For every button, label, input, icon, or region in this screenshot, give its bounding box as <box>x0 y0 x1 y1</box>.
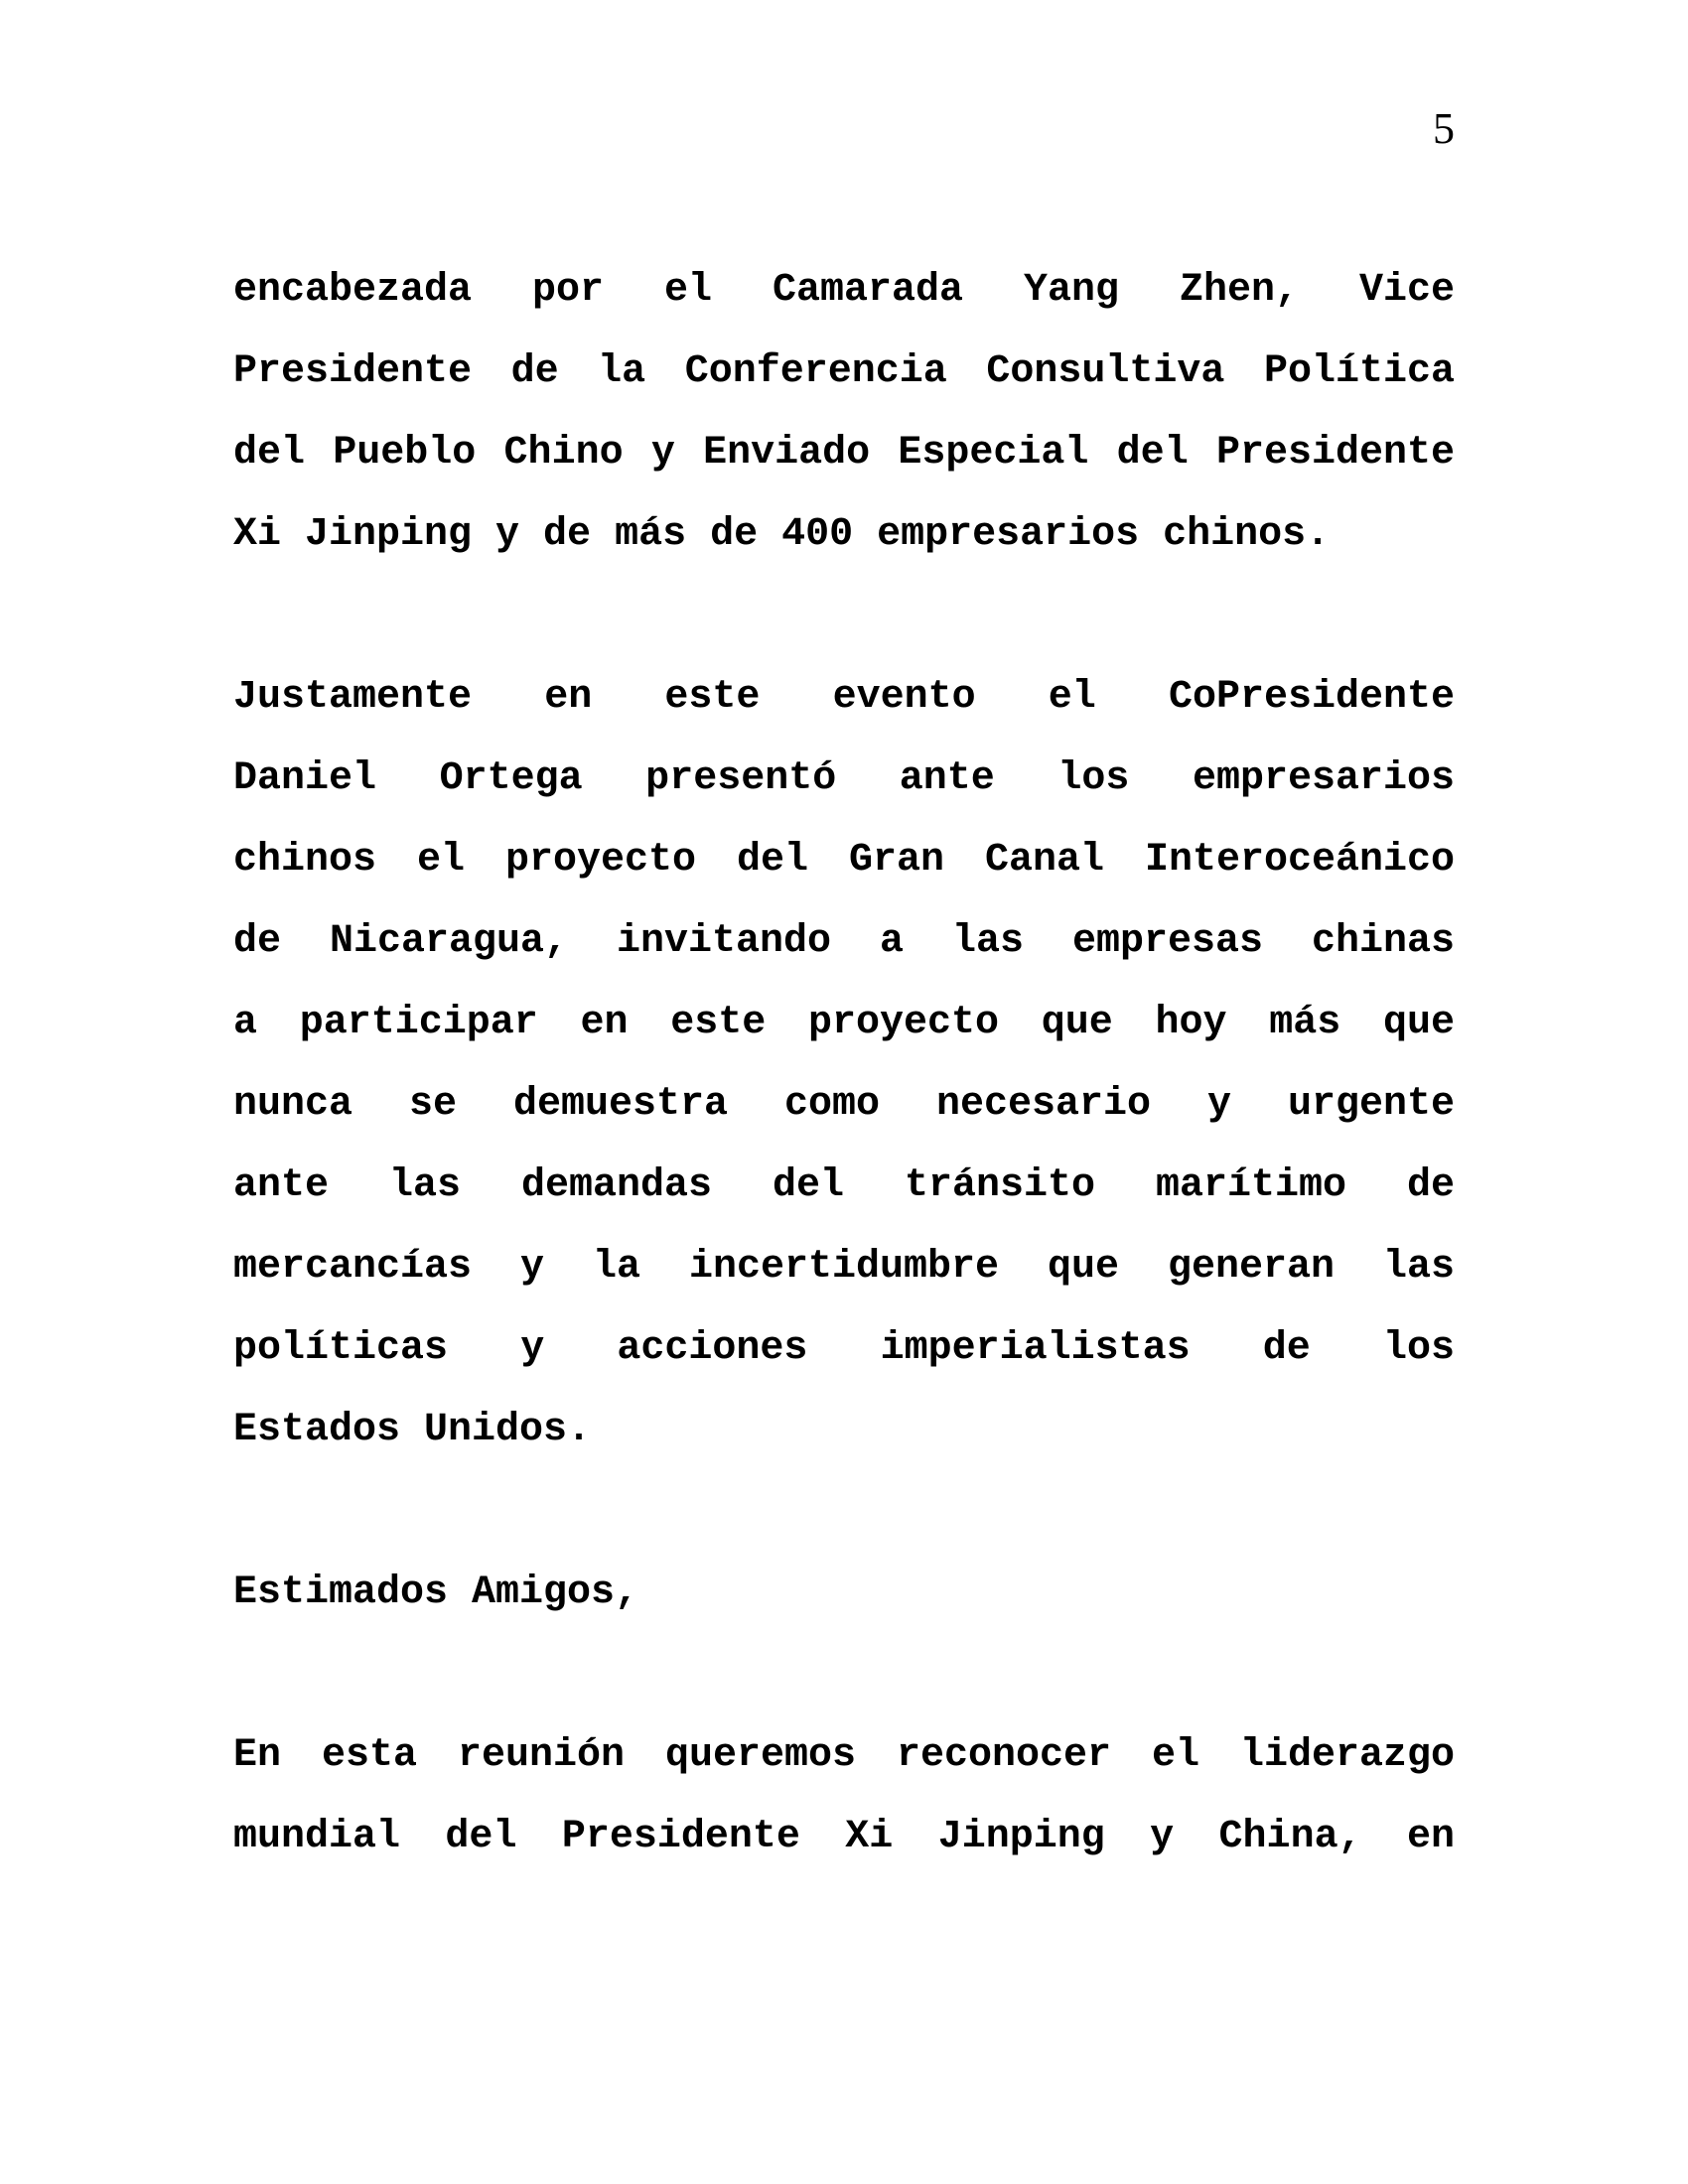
page-number: 5 <box>1433 104 1455 153</box>
text-line: En esta reunión queremos reconocer el liderazgo <box>233 1733 1455 1778</box>
paragraph-3 <box>233 1553 1455 1634</box>
document-body <box>233 250 1455 1960</box>
text-line: Estados Unidos. <box>233 1408 592 1452</box>
text-line: del Pueblo Chino y Enviado Especial del Presidente <box>233 431 1455 476</box>
text-line: encabezada por el Camarada Yang Zhen, Vice <box>233 268 1455 313</box>
text-line: chinos el proyecto del Gran Canal Interoceánico <box>233 838 1455 883</box>
text-line: Estimados Amigos, <box>233 1570 639 1615</box>
text-line: Xi Jinping y de más de 400 empresarios chinos. <box>233 512 1331 557</box>
text-line: Justamente en este evento el CoPresidente <box>233 675 1455 720</box>
text-line: nunca se demuestra como necesario y urgente <box>233 1082 1455 1127</box>
text-line: mercancías y la incertidumbre que generan las <box>233 1245 1455 1290</box>
paragraph-2 <box>233 657 1455 1471</box>
text-line: políticas y acciones imperialistas de los <box>233 1326 1455 1371</box>
text-line: ante las demandas del tránsito marítimo de <box>233 1163 1455 1208</box>
text-line: Daniel Ortega presentó ante los empresarios <box>233 756 1455 801</box>
paragraph-1 <box>233 250 1455 576</box>
text-line: mundial del Presidente Xi Jinping y China, en <box>233 1815 1455 1859</box>
paragraph-4 <box>233 1715 1455 1878</box>
text-line: de Nicaragua, invitando a las empresas chinas <box>233 919 1455 964</box>
text-line: Presidente de la Conferencia Consultiva Política <box>233 349 1455 394</box>
text-line: a participar en este proyecto que hoy más que <box>233 1001 1455 1045</box>
